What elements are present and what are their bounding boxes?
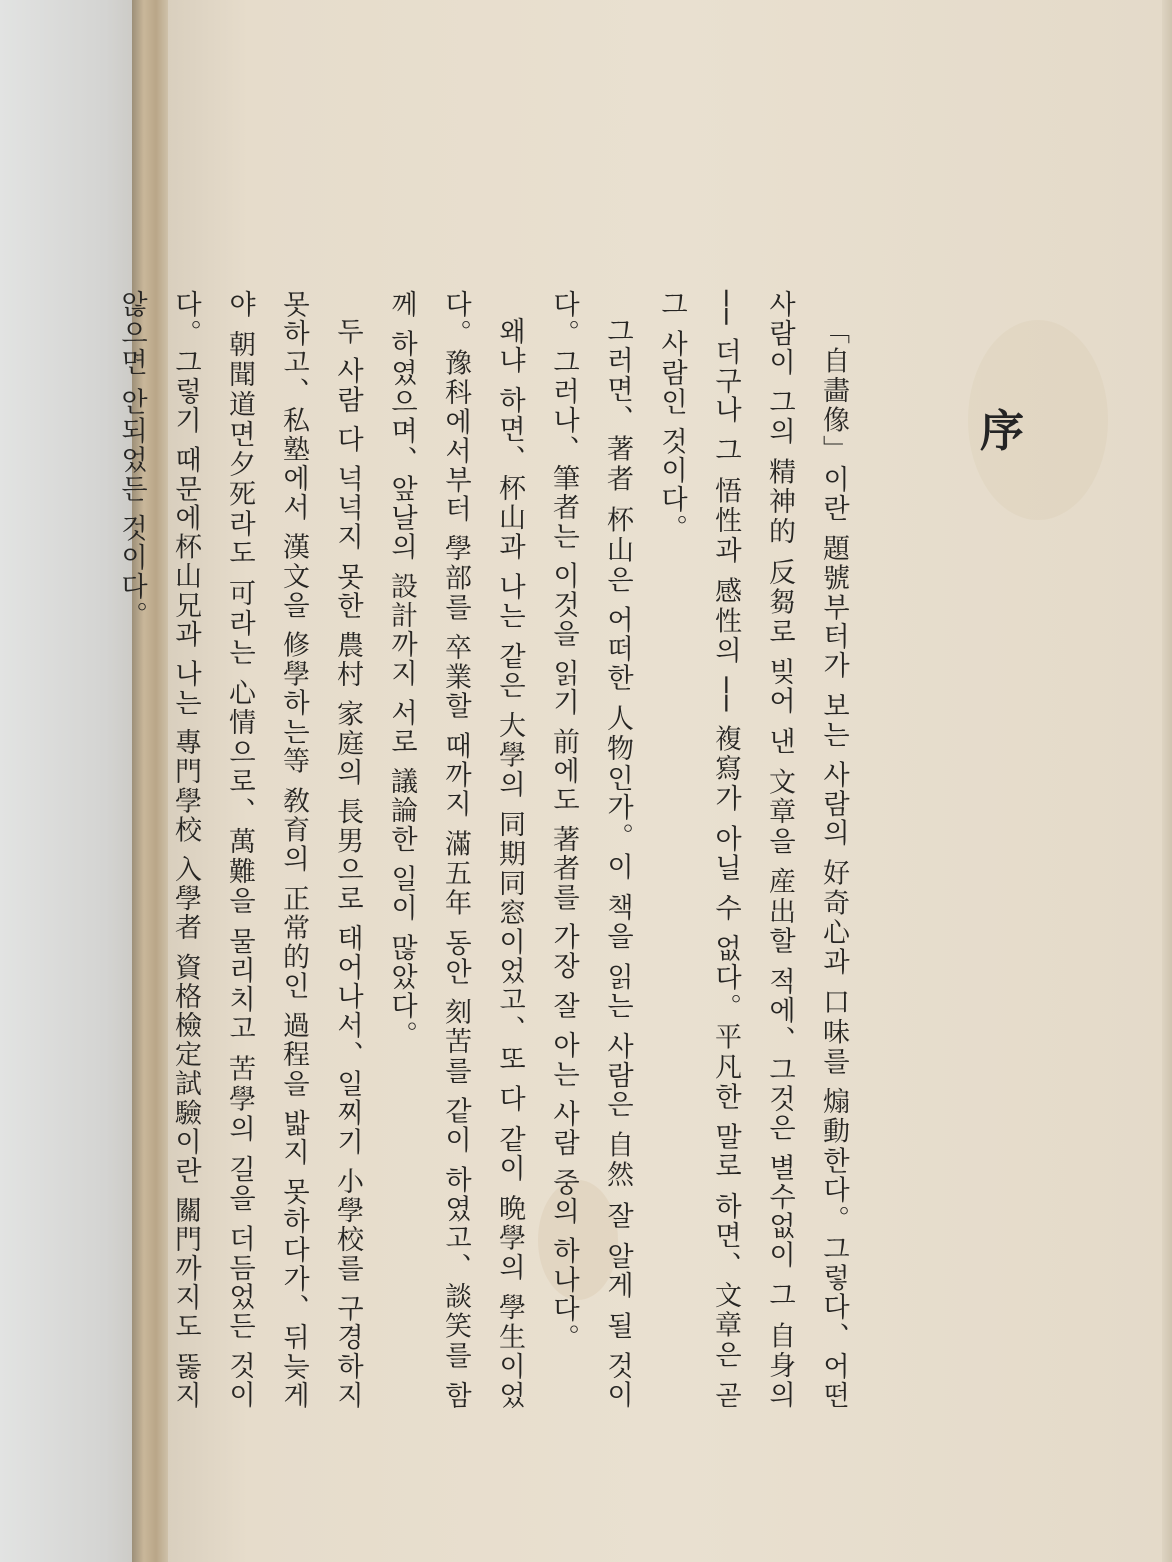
- paragraph-3: 왜냐 하면、杯山과 나는 같은 大學의 同期同窓이었고、또 다 같이 晩學의 學生이었다。豫科에서부터 學部를 卒業할 때까지 滿五年 동안 刻苦를 같이 하였고、談笑를 함께 하였으며、앞날의 設計까지 서로 議論한 일이 많았다。: [386, 290, 525, 1410]
- preface-text: [116, 290, 860, 1410]
- page-title: 序: [980, 406, 1024, 457]
- paragraph-1: 「自畵像」이란 題號부터가 보는 사람의 好奇心과 口味를 煽動한다。그렇다、어떤 사람이 그의 精神的 反芻로 빚어 낸 文章을 産出할 적에、그것은 별수없이 그 自身의 ── 더구나 그 悟性과 感性의 ── 複寫가 아닐 수 없다。平凡한 말로 하면、文章은 곧 그 사람인 것이다。: [656, 290, 849, 1410]
- paragraph-4: 두 사람 다 넉넉지 못한 農村 家庭의 長男으로 태어나서、일찌기 小學校를 구경하지 못하고、私塾에서 漢文을 修學하는等 敎育의 正常的인 過程을 밟지 못하다가、뒤늦게야 朝聞道면夕死라도 可라는 心情으로、萬難을 물리치고 苦學의 길을 더듬었든 것이다。그렇기 때문에杯山兄과 나는 專門學校 入學者 資格檢定試驗이란 關門까지도 뚫지 않으면 안되었든 것이다。: [116, 290, 363, 1410]
- paragraph-2: 그러면、著者 杯山은 어떠한 人物인가。이 책을 읽는 사람은 自然 잘 알게 될 것이다。그러나、筆者는 이것을 읽기 前에도 著者를 가장 잘 아는 사람 중의 하나다。: [548, 290, 633, 1410]
- page-edge: [1162, 0, 1172, 1562]
